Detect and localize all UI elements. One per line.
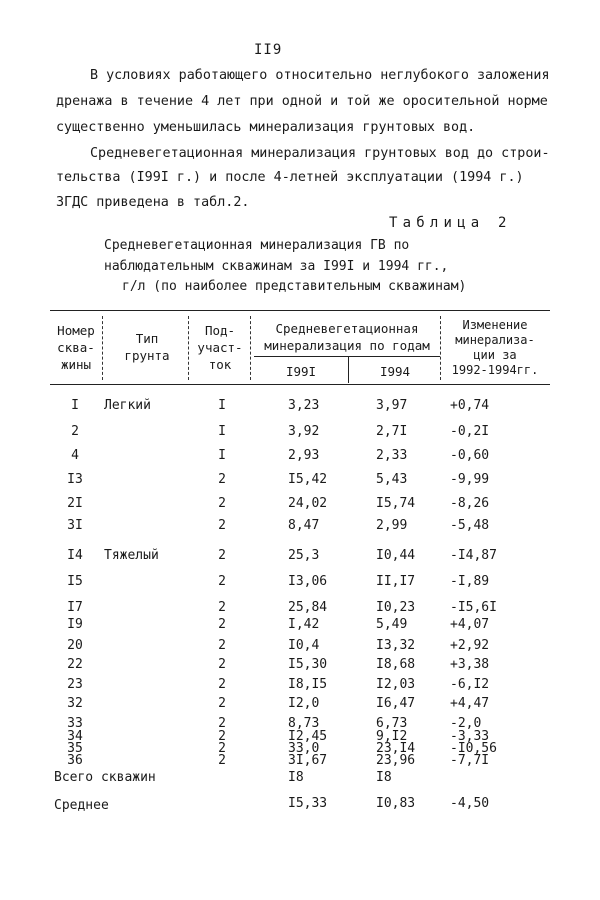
well-number-cell: I: [71, 398, 79, 413]
paragraph-line: Средневегетационная минерализация грунтовых вод до строи-: [90, 146, 550, 161]
soil-type-cell: Тяжелый: [104, 548, 159, 563]
mineralization-1994-cell: 2,33: [376, 448, 408, 463]
mineralization-1991-cell: 8,47: [288, 518, 320, 533]
mineralization-1994-cell: I0,23: [376, 600, 416, 615]
well-number-cell: 20: [67, 638, 83, 653]
change-cell: +4,07: [450, 617, 490, 632]
section-cell: 2: [218, 729, 226, 744]
mineralization-1991-cell: 2,93: [288, 448, 320, 463]
mineralization-1994-cell: I3,32: [376, 638, 416, 653]
column-divider: [250, 316, 251, 380]
change-cell: +4,47: [450, 696, 490, 711]
well-number-cell: 35: [67, 741, 83, 756]
well-number-cell: 4: [71, 448, 79, 463]
change-cell: -0,2I: [450, 424, 490, 439]
mineralization-1991-cell: I3,06: [288, 574, 328, 589]
section-cell: 2: [218, 518, 226, 533]
paragraph-line: дренажа в течение 4 лет при одной и той же оросительной норме: [56, 94, 548, 109]
change-cell: -3,33: [450, 729, 490, 744]
mineralization-1991-cell: 25,3: [288, 548, 320, 563]
well-number-cell: 3I: [67, 518, 83, 533]
mineralization-1991-cell: I8,I5: [288, 677, 328, 692]
section-cell: 2: [218, 716, 226, 731]
change-cell: -2,0: [450, 716, 482, 731]
well-number-cell: I5: [67, 574, 83, 589]
header-year-1991: I99I: [285, 364, 317, 379]
paragraph-line: существенно уменьшилась минерализация грунтовых вод.: [56, 120, 476, 135]
mineralization-1991-cell: I5,30: [288, 657, 328, 672]
mineralization-1994-cell: I2,03: [376, 677, 416, 692]
change-cell: -6,I2: [450, 677, 490, 692]
change-cell: -I4,87: [450, 548, 497, 563]
mineralization-1991-cell: 3,92: [288, 424, 320, 439]
mineralization-1994-cell: 23,96: [376, 753, 416, 768]
change-cell: -I0,56: [450, 741, 497, 756]
well-number-cell: 33: [67, 716, 83, 731]
mineralization-1991-cell: I2,45: [288, 729, 328, 744]
total-wells-label: Всего скважин: [54, 770, 156, 785]
mineralization-1994-cell: I0,44: [376, 548, 416, 563]
column-divider: [348, 357, 349, 383]
well-number-cell: I4: [67, 548, 83, 563]
section-cell: 2: [218, 574, 226, 589]
well-number-cell: I9: [67, 617, 83, 632]
section-cell: 2: [218, 548, 226, 563]
table-top-rule: [50, 310, 550, 311]
mineralization-1991-cell: I,42: [288, 617, 320, 632]
header-section: Под- участ- ток: [197, 323, 243, 372]
paragraph-line: тельства (I99I г.) и после 4-летней эксплуатации (1994 г.): [56, 170, 524, 185]
well-number-cell: 23: [67, 677, 83, 692]
change-cell: +3,38: [450, 657, 490, 672]
caption-line: Средневегетационная минерализация ГВ по: [104, 238, 410, 253]
section-cell: I: [218, 424, 226, 439]
well-number-cell: 2: [71, 424, 79, 439]
section-cell: 2: [218, 496, 226, 511]
change-cell: -I,89: [450, 574, 490, 589]
mineralization-1991-cell: 33,0: [288, 741, 320, 756]
change-cell: -8,26: [450, 496, 490, 511]
column-divider: [188, 316, 189, 380]
well-number-cell: 34: [67, 729, 83, 744]
mineralization-1991-cell: 3,23: [288, 398, 320, 413]
mineralization-1994-cell: 9,I2: [376, 729, 408, 744]
section-cell: 2: [218, 657, 226, 672]
change-cell: -0,60: [450, 448, 490, 463]
mineralization-1994-cell: I6,47: [376, 696, 416, 711]
section-cell: 2: [218, 753, 226, 768]
paragraph-line: В условиях работающего относительно неглубокого заложения: [90, 68, 550, 83]
header-change: Изменение минерализа- ции за 1992-1994гг.: [451, 318, 539, 377]
average-1994: I0,83: [376, 796, 416, 811]
total-wells-1991: I8: [288, 770, 304, 785]
change-cell: -9,99: [450, 472, 490, 487]
average-change: -4,50: [450, 796, 490, 811]
mineralization-1994-cell: I8,68: [376, 657, 416, 672]
change-cell: +2,92: [450, 638, 490, 653]
well-number-cell: 36: [67, 753, 83, 768]
change-cell: +0,74: [450, 398, 490, 413]
section-cell: 2: [218, 600, 226, 615]
mineralization-1991-cell: I2,0: [288, 696, 320, 711]
mineralization-1991-cell: I0,4: [288, 638, 320, 653]
section-cell: 2: [218, 741, 226, 756]
section-cell: 2: [218, 617, 226, 632]
change-cell: -7,7I: [450, 753, 490, 768]
mineralization-1991-cell: 24,02: [288, 496, 328, 511]
change-cell: -I5,6I: [450, 600, 497, 615]
well-number-cell: 22: [67, 657, 83, 672]
mineralization-1994-cell: II,I7: [376, 574, 416, 589]
caption-line: г/л (по наиболее представительным скважинам): [122, 279, 467, 294]
mineralization-1994-cell: 2,7I: [376, 424, 408, 439]
header-year-1994: I994: [379, 364, 411, 379]
column-divider: [102, 316, 103, 380]
mineralization-1991-cell: 3I,67: [288, 753, 328, 768]
well-number-cell: I3: [67, 472, 83, 487]
paragraph-line: ЗГДС приведена в табл.2.: [56, 195, 250, 210]
mineralization-1994-cell: 23,I4: [376, 741, 416, 756]
mineralization-1994-cell: 6,73: [376, 716, 408, 731]
page-number: II9: [254, 42, 283, 58]
section-cell: I: [218, 448, 226, 463]
mineralization-1994-cell: 3,97: [376, 398, 408, 413]
section-cell: I: [218, 398, 226, 413]
total-wells-1994: I8: [376, 770, 392, 785]
section-cell: 2: [218, 696, 226, 711]
well-number-cell: 32: [67, 696, 83, 711]
section-cell: 2: [218, 472, 226, 487]
mineralization-1991-cell: I5,42: [288, 472, 328, 487]
header-soil-type: Тип грунта: [124, 331, 170, 363]
section-cell: 2: [218, 638, 226, 653]
subheader-rule: [254, 356, 440, 357]
average-label: Среднее: [54, 798, 109, 813]
column-divider: [440, 316, 441, 380]
header-mineralization-group: Средневегетационная минерализация по годам: [264, 321, 430, 353]
soil-type-cell: Легкий: [104, 398, 151, 413]
well-number-cell: 2I: [67, 496, 83, 511]
mineralization-1994-cell: 5,49: [376, 617, 408, 632]
header-well-number: Номер сква- жины: [57, 323, 95, 372]
caption-line: наблюдательным скважинам за I99I и 1994 гг.,: [104, 259, 449, 274]
header-bottom-rule: [50, 384, 550, 385]
well-number-cell: I7: [67, 600, 83, 615]
mineralization-1994-cell: 2,99: [376, 518, 408, 533]
mineralization-1991-cell: 25,84: [288, 600, 328, 615]
mineralization-1994-cell: 5,43: [376, 472, 408, 487]
section-cell: 2: [218, 677, 226, 692]
mineralization-1991-cell: 8,73: [288, 716, 320, 731]
mineralization-1994-cell: I5,74: [376, 496, 416, 511]
change-cell: -5,48: [450, 518, 490, 533]
table-label: Таблица 2: [389, 215, 512, 231]
average-1991: I5,33: [288, 796, 328, 811]
